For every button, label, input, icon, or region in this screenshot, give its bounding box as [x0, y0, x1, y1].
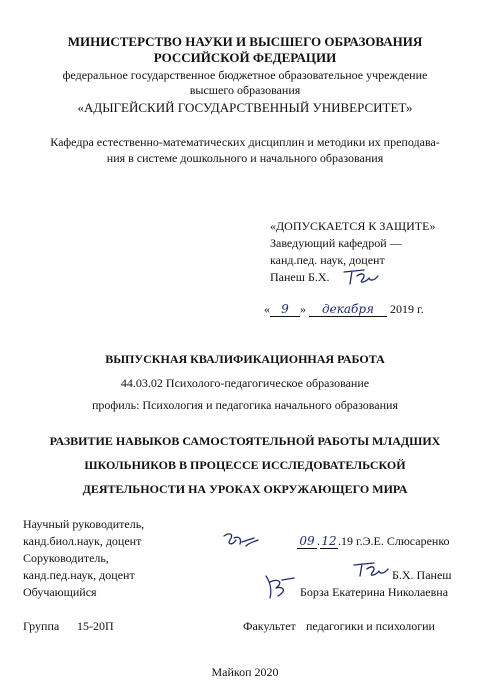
approval-title: «ДОПУСКАЕТСЯ К ЗАЩИТЕ»	[270, 219, 436, 233]
thesis-title-line2: ШКОЛЬНИКОВ В ПРОЦЕССЕ ИССЛЕДОВАТЕЛЬСКОЙ	[84, 458, 406, 472]
approval-day: 9	[270, 302, 300, 317]
student-signature	[262, 572, 298, 602]
approval-year: 2019 г.	[390, 302, 424, 316]
institution-type-line: федеральное государственное бюджетное образовательное учреждение	[62, 68, 428, 82]
education-level-line: высшего образования	[189, 83, 301, 97]
supervisor-date: 09 .12.19 г.Э.Е. Слюсаренко	[297, 534, 450, 549]
department-line2: ния в системе дошкольного и начального образования	[106, 151, 384, 165]
supervisor-signature	[220, 528, 260, 552]
supervisor-month: 12	[321, 534, 337, 548]
supervisor-degree: канд.биол.наук, доцент	[23, 534, 142, 548]
cosupervisor-name: Б.Х. Панеш	[392, 568, 452, 582]
cosupervisor-degree: канд.пед.наук, доцент	[23, 568, 135, 582]
approval-month: декабря	[309, 302, 387, 317]
supervisor-day: 09	[297, 534, 317, 549]
supervisor-name: .19 г.Э.Е. Слюсаренко	[338, 534, 450, 548]
cosupervisor-signature	[352, 560, 392, 580]
faculty-label: Факультет	[243, 619, 296, 633]
cosupervisor-label: Соруководитель,	[23, 551, 109, 565]
head-signature	[342, 266, 382, 288]
group-label: Группа	[23, 619, 60, 633]
city-year: Майкоп 2020	[211, 665, 279, 679]
student-name: Борза Екатерина Николаевна	[300, 585, 449, 599]
approval-name: Панеш Б.Х.	[270, 270, 330, 284]
thesis-title-line1: РАЗВИТИЕ НАВЫКОВ САМОСТОЯТЕЛЬНОЙ РАБОТЫ МЛАДШИХ	[49, 434, 441, 448]
approval-degree: канд.пед. наук, доцент	[270, 253, 385, 267]
approval-date: « 9 » декабря 2019 г.	[264, 302, 424, 316]
thesis-title-line3: ДЕЯТЕЛЬНОСТИ НА УРОКАХ ОКРУЖАЮЩЕГО МИРА	[82, 482, 408, 496]
approval-role: Заведующий кафедрой —	[270, 236, 402, 250]
university-name: «АДЫГЕЙСКИЙ ГОСУДАРСТВЕННЫЙ УНИВЕРСИТЕТ»	[77, 100, 413, 115]
specialty-code: 44.03.02 Психолого-педагогическое образование	[120, 376, 370, 390]
work-type: ВЫПУСКНАЯ КВАЛИФИКАЦИОННАЯ РАБОТА	[105, 352, 385, 366]
federation-line: РОССИЙСКОЙ ФЕДЕРАЦИИ	[153, 50, 337, 65]
group-value: 15-20П	[77, 619, 114, 633]
supervisor-label: Научный руководитель,	[23, 517, 145, 531]
student-label: Обучающийся	[23, 585, 97, 599]
department-line1: Кафедра естественно-математических дисциплин и методики их преподава-	[50, 135, 440, 149]
faculty-value: педагогики и психологии	[306, 619, 435, 633]
ministry-line: МИНИСТЕРСТВО НАУКИ И ВЫСШЕГО ОБРАЗОВАНИЯ	[67, 34, 423, 49]
profile-line: профиль: Психология и педагогика начального образования	[92, 398, 398, 412]
